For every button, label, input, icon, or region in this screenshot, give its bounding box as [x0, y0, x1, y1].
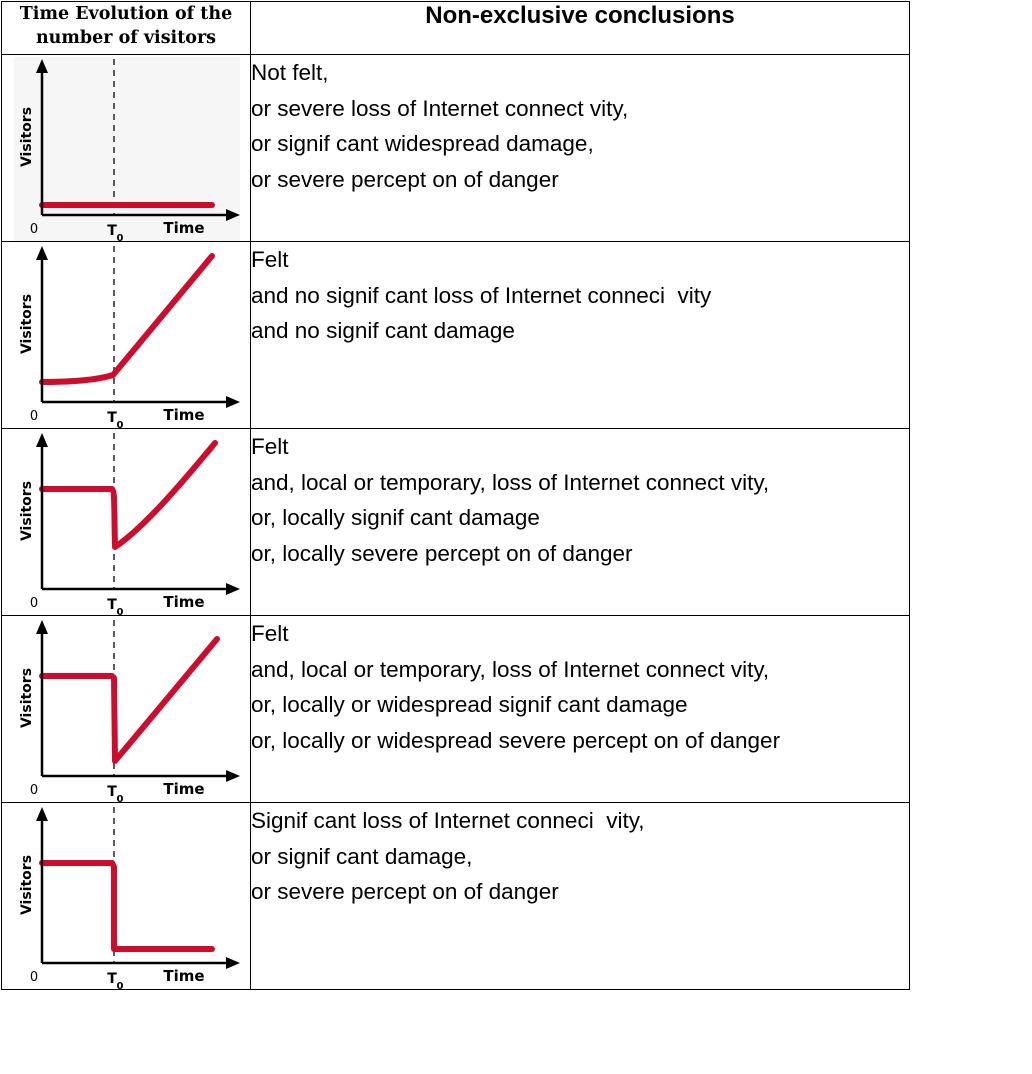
origin-label: 0: [29, 222, 39, 237]
conclusion-line: and, local or temporary, loss of Internet connect vity,: [251, 469, 770, 495]
graph-background: [14, 431, 240, 615]
visitor-graph-cell: [2, 429, 251, 616]
conclusion-line: or severe percept on of danger: [251, 166, 559, 192]
conclusion-line: or signif cant widespread damage,: [251, 131, 594, 156]
origin-label: 0: [29, 409, 39, 424]
conclusion-line: Signif cant loss of Internet conneci vity,: [251, 808, 645, 833]
x-axis-label: Time: [163, 967, 205, 985]
header-row: [2, 2, 910, 55]
x-axis-label: Time: [163, 593, 205, 611]
t0-label: T: [107, 784, 117, 800]
x-axis-label: Time: [163, 219, 205, 237]
conclusion-line: or severe percept on of danger: [251, 879, 559, 904]
t0-subscript: 0: [116, 981, 124, 989]
visitor-graph: [2, 803, 250, 989]
t0-label: T: [107, 597, 117, 613]
conclusion-line: and, local or temporary, loss of Internet connect vity,: [251, 656, 770, 682]
visitor-graph-cell: [2, 242, 251, 429]
visitor-graph: [2, 242, 250, 428]
conclusion-line: and no signif cant damage: [251, 318, 515, 343]
visitor-graph-cell: [2, 55, 251, 242]
conclusion-cell: [251, 616, 910, 803]
conclusion-line: or signif cant damage,: [251, 843, 473, 869]
conclusion-line: or severe loss of Internet connect vity,: [251, 95, 629, 121]
x-axis-label: Time: [163, 780, 205, 798]
t0-subscript: 0: [116, 607, 124, 615]
conclusion-line: or, locally severe percept on of danger: [251, 540, 633, 566]
header-conclusions: Non-exclusive conclusions: [251, 2, 910, 55]
t0-subscript: 0: [116, 420, 124, 428]
visitor-graph: [2, 429, 250, 615]
y-axis-label: Visitors: [19, 854, 35, 916]
y-axis-label: Visitors: [19, 667, 35, 729]
visitor-graph: [2, 55, 250, 241]
conclusion-cell: [251, 803, 910, 990]
conclusion-line: Felt: [251, 621, 289, 646]
t0-label: T: [107, 410, 117, 426]
conclusion-line: or, locally or widespread signif cant damage: [251, 692, 688, 717]
t0-label: T: [107, 971, 117, 987]
table-body: [2, 55, 910, 990]
visitor-graph-cell: [2, 803, 251, 990]
header-time-evolution: [2, 2, 251, 55]
table-row: [2, 55, 910, 242]
conclusion-cell: [251, 55, 910, 242]
t0-subscript: 0: [116, 233, 124, 241]
conclusion-cell: [251, 242, 910, 429]
header-col1-line2: number of visitors: [35, 28, 217, 48]
y-axis-label: Visitors: [19, 480, 35, 542]
conclusion-line: Felt: [251, 247, 289, 272]
graph-background: [14, 57, 240, 241]
conclusion-line: Not felt,: [251, 60, 329, 85]
visitor-graph: [2, 616, 250, 802]
origin-label: 0: [29, 970, 39, 985]
visitor-graph-cell: [2, 616, 251, 803]
graph-background: [14, 244, 240, 428]
table-row: [2, 616, 910, 803]
graph-background: [14, 805, 240, 989]
header-col1-line1: Time Evolution of the: [19, 4, 233, 24]
x-axis-label: Time: [163, 406, 205, 424]
conclusion-line: or, locally signif cant damage: [251, 505, 540, 530]
table-row: [2, 242, 910, 429]
conclusion-line: Felt: [251, 434, 289, 459]
origin-label: 0: [29, 596, 39, 611]
graph-background: [14, 618, 240, 802]
y-axis-label: Visitors: [19, 106, 35, 168]
conclusion-line: or, locally or widespread severe percept on of danger: [251, 727, 781, 753]
conclusion-cell: [251, 429, 910, 616]
t0-label: T: [107, 223, 117, 239]
origin-label: 0: [29, 783, 39, 798]
table-row: [2, 803, 910, 990]
t0-subscript: 0: [116, 794, 124, 802]
table-row: [2, 429, 910, 616]
visitors-conclusions-table: [1, 1, 910, 990]
y-axis-label: Visitors: [19, 293, 35, 355]
conclusion-line: and no signif cant loss of Internet conneci vity: [251, 282, 712, 308]
